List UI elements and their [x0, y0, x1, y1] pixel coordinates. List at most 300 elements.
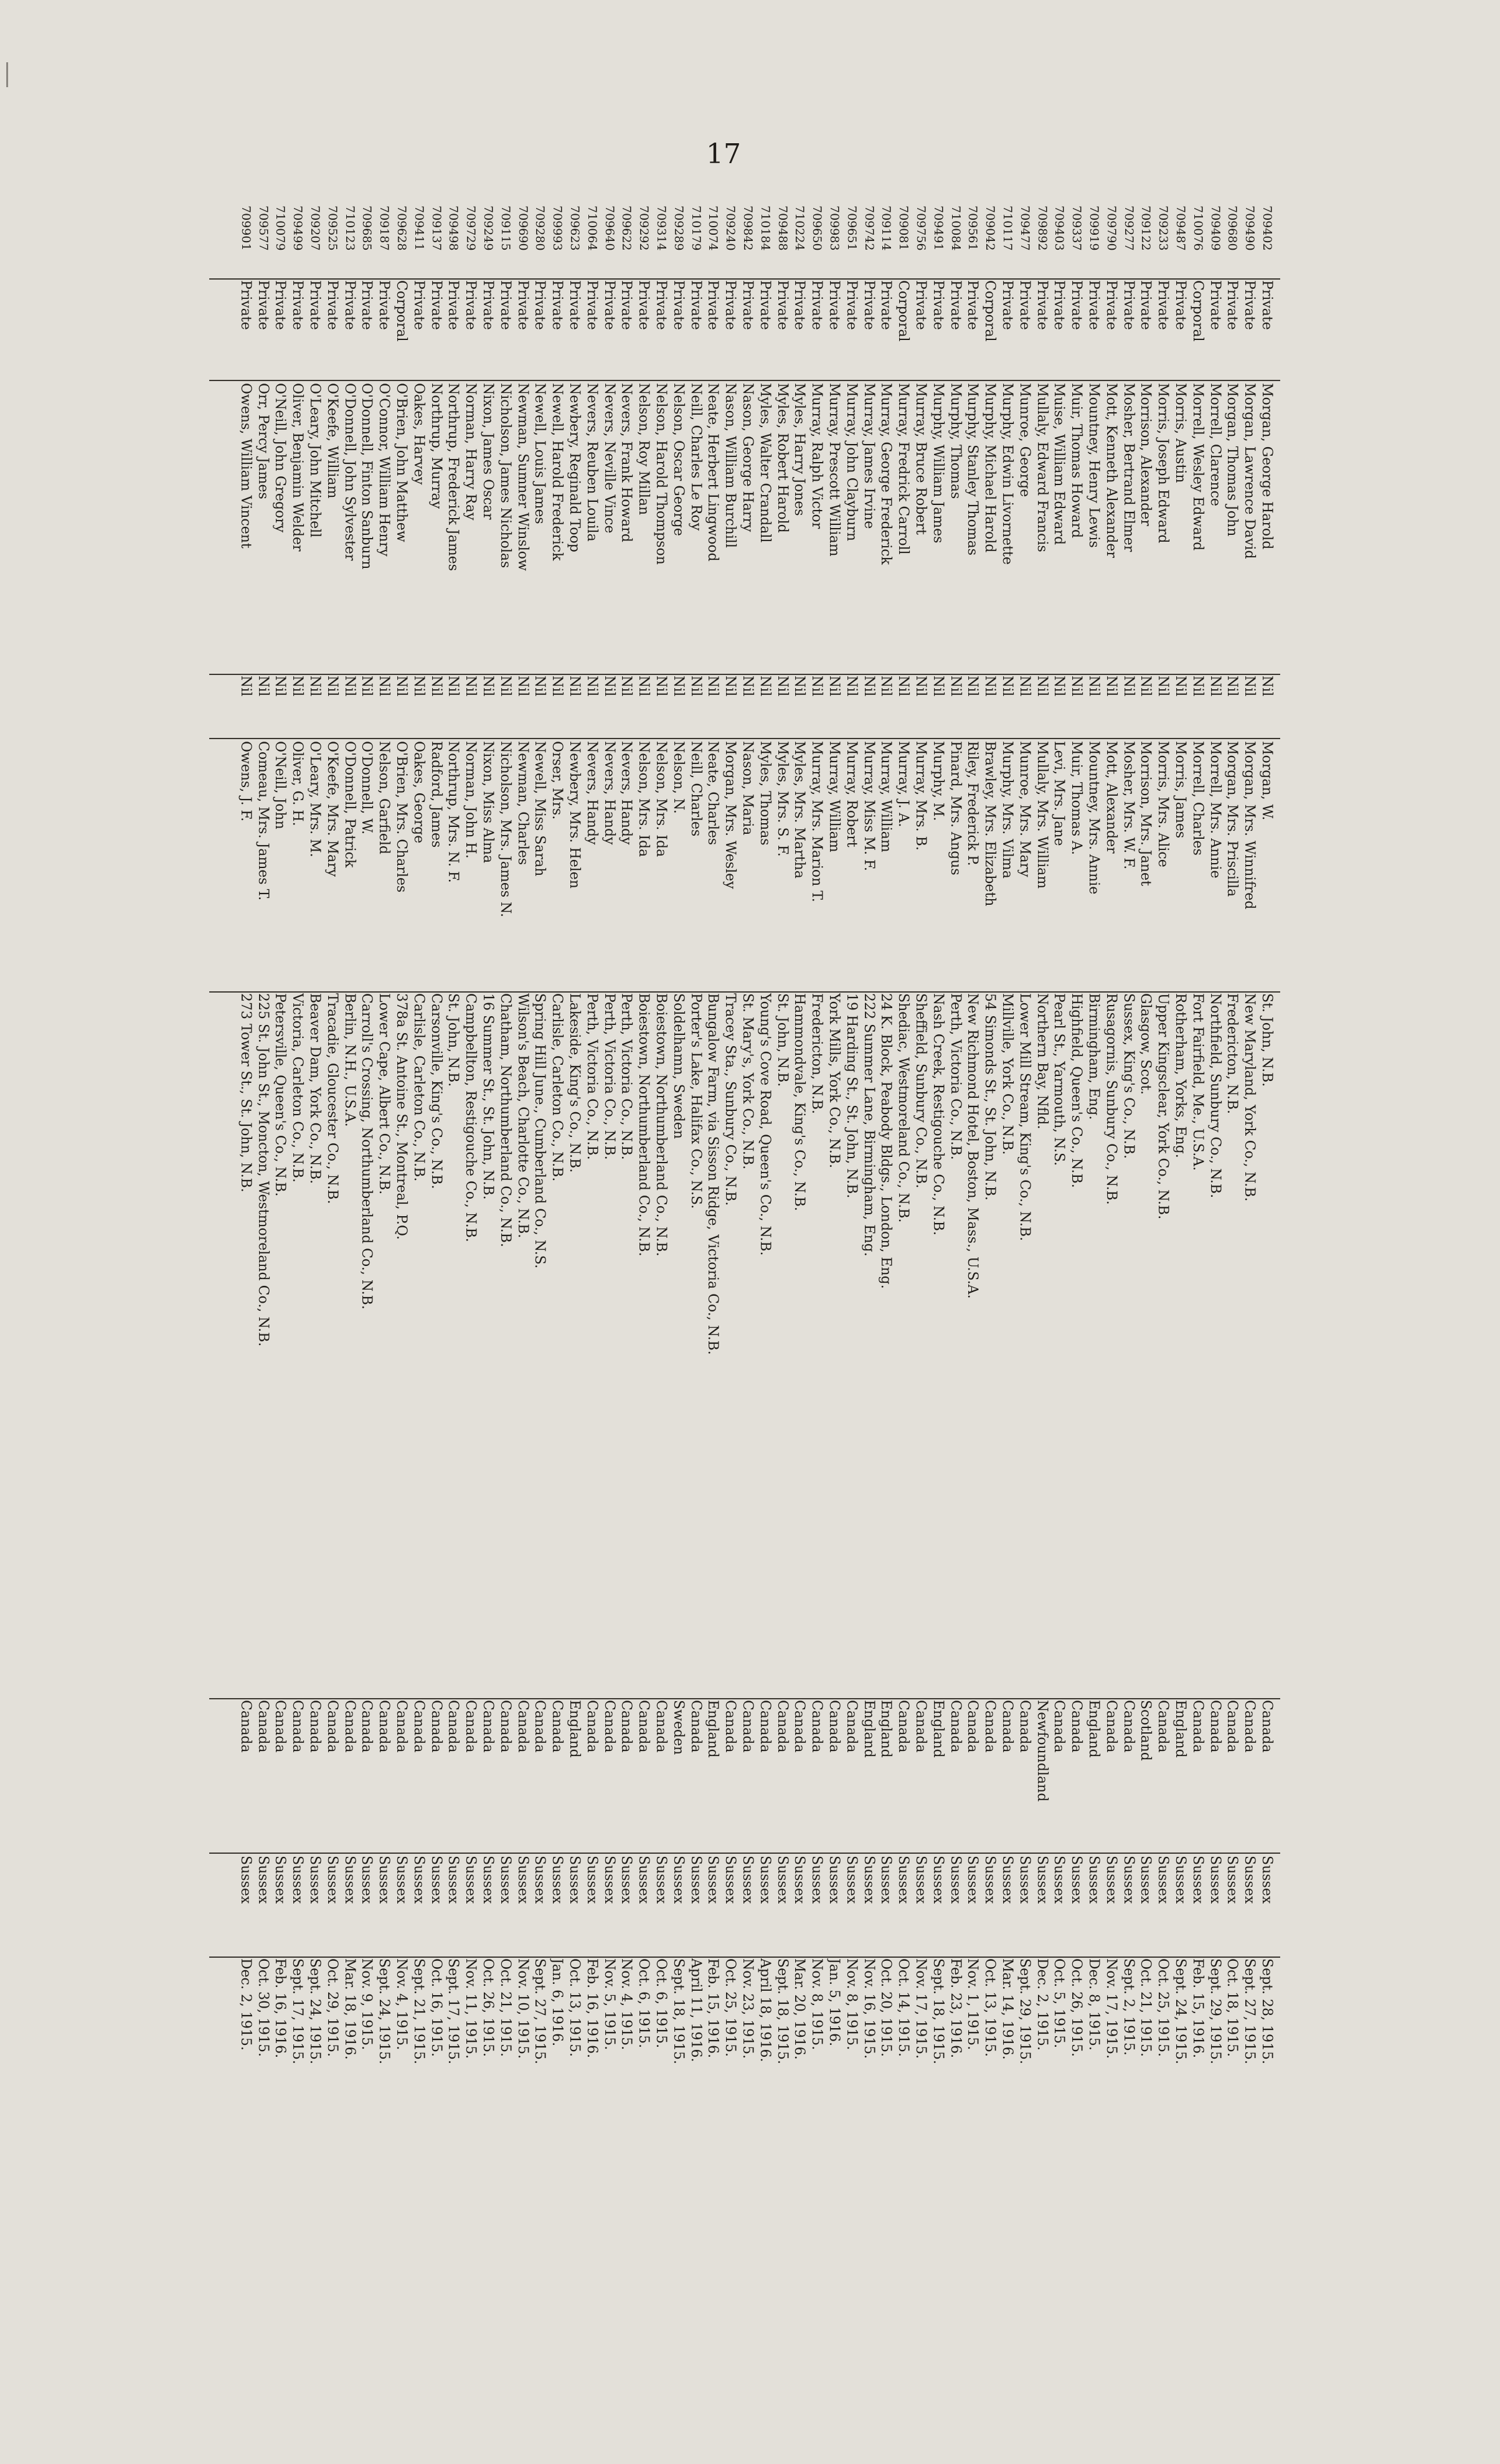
address-cell: Millville, York Co., N.B.: [999, 993, 1015, 1155]
regimental-number-cell: 709756: [914, 205, 928, 251]
rank-cell: Private: [359, 280, 375, 330]
enlistment-date-cell: Nov. 8, 1915.: [809, 1958, 825, 2051]
soldier-name-cell: Nicholson, James Nicholas: [497, 383, 513, 569]
next-of-kin-cell: Morgan, Mrs. Wesley: [722, 741, 738, 889]
enlistment-date-cell: Feb. 23, 1916.: [947, 1958, 963, 2059]
table-row: [635, 205, 652, 2323]
next-of-kin-cell: O'Brien, Mrs. Charles: [394, 741, 409, 893]
regimental-number-cell: 709680: [1225, 205, 1240, 251]
regimental-number-cell: 709280: [533, 205, 547, 251]
nil-entry-cell: Nil: [237, 676, 253, 697]
regimental-number-cell: 709277: [1121, 205, 1136, 251]
country-cell: Canada: [463, 1700, 479, 1753]
enlistment-date-cell: Sept. 24, 1915.: [376, 1958, 392, 2064]
nil-entry-cell: Nil: [307, 676, 323, 697]
regimental-number-cell: 710123: [342, 205, 357, 251]
address-cell: Sheffield, Sunbury Co., N.B.: [913, 993, 928, 1189]
nil-entry-cell: Nil: [1155, 676, 1171, 697]
soldier-name-cell: Morrison, Alexander: [1138, 383, 1154, 526]
nil-entry-cell: Nil: [774, 676, 790, 697]
soldier-name-cell: Murray, Prescott William: [826, 383, 842, 557]
rank-cell: Private: [1103, 280, 1119, 330]
table-row: [722, 205, 738, 2323]
soldier-name-cell: Myles, Walter Crandall: [757, 383, 773, 543]
soldier-name-cell: Nelson, Harold Thompson: [653, 383, 669, 565]
nil-entry-cell: Nil: [965, 676, 981, 697]
next-of-kin-cell: Murray, Miss M. F.: [861, 741, 877, 871]
next-of-kin-cell: Comeau, Mrs. James T.: [255, 741, 271, 901]
enlistment-date-cell: Nov. 9, 1915.: [359, 1958, 375, 2051]
enlistment-date-cell: Nov. 4, 1915.: [394, 1958, 409, 2051]
address-cell: Perth, Victoria Co., N.B.: [947, 993, 963, 1160]
rank-cell: Private: [567, 280, 582, 330]
rank-cell: Private: [618, 280, 634, 330]
rank-cell: Private: [722, 280, 738, 330]
table-row: [479, 205, 496, 2323]
rank-cell: Private: [930, 280, 946, 330]
next-of-kin-cell: Myles, Mrs. S. F.: [774, 741, 790, 857]
enlistment-date-cell: Oct. 16, 1915.: [428, 1958, 444, 2057]
soldier-name-cell: Owens, William Vincent: [237, 383, 253, 549]
soldier-name-cell: Morgan, Thomas John: [1224, 383, 1240, 537]
regimental-number-cell: 709842: [741, 205, 755, 251]
next-of-kin-cell: Morris, James: [1172, 741, 1188, 839]
soldier-name-cell: Murray, Ralph Victor: [809, 383, 825, 529]
rank-cell: Private: [532, 280, 548, 330]
regimental-number-cell: 709690: [516, 205, 530, 251]
soldier-name-cell: O'Neill, John Gregory: [272, 383, 288, 533]
regimental-number-cell: 709402: [1260, 205, 1274, 251]
regimental-number-cell: 709993: [550, 205, 565, 251]
table-row: [306, 205, 323, 2323]
country-cell: England: [878, 1700, 894, 1758]
next-of-kin-cell: Levi, Mrs. Jane: [1051, 741, 1067, 846]
country-cell: Canada: [826, 1700, 842, 1753]
nil-entry-cell: Nil: [861, 676, 877, 697]
soldier-name-cell: Neill, Charles Le Roy: [687, 383, 704, 531]
table-row: [808, 205, 825, 2323]
rank-cell: Corporal: [895, 280, 912, 342]
address-cell: Tracey Sta., Sunbury Co., N.B.: [722, 993, 738, 1206]
place-of-enlistment-cell: Sussex: [826, 1856, 842, 1904]
table-row: [1224, 205, 1240, 2323]
next-of-kin-cell: Morris, Mrs. Alice: [1155, 741, 1171, 867]
table-row: [826, 205, 842, 2323]
enlistment-date-cell: Oct. 30, 1915.: [255, 1958, 271, 2057]
rank-cell: Private: [324, 280, 340, 330]
place-of-enlistment-cell: Sussex: [1224, 1856, 1240, 1904]
nil-entry-cell: Nil: [376, 676, 392, 697]
enlistment-date-cell: Feb. 15, 1916.: [1189, 1958, 1205, 2059]
enlistment-date-cell: Jan. 5, 1916.: [826, 1958, 842, 2047]
enlistment-date-cell: Jan. 6, 1916.: [549, 1958, 565, 2047]
rank-cell: Private: [705, 280, 721, 330]
next-of-kin-cell: Oakes, George: [410, 741, 427, 844]
country-cell: Canada: [809, 1700, 825, 1753]
place-of-enlistment-cell: Sussex: [1242, 1856, 1258, 1904]
country-cell: Canada: [255, 1700, 271, 1753]
enlistment-date-cell: Oct. 20, 1915.: [878, 1958, 894, 2057]
address-cell: Boiestown, Northumberland Co., N.B.: [653, 993, 669, 1257]
soldier-name-cell: Nelson, Oscar George: [670, 383, 686, 536]
nil-entry-cell: Nil: [670, 676, 686, 697]
regimental-number-cell: 710084: [948, 205, 963, 251]
rank-cell: Private: [480, 280, 496, 330]
rank-cell: Private: [687, 280, 704, 330]
enlistment-date-cell: Oct. 13, 1915.: [982, 1958, 998, 2057]
soldier-name-cell: Mosher, Bertrand Elmer: [1120, 383, 1136, 552]
next-of-kin-cell: Nevers, Handy: [618, 741, 634, 845]
soldier-name-cell: Nelson, Roy Millan: [636, 383, 652, 516]
next-of-kin-cell: Mott, Alexander: [1103, 741, 1119, 854]
country-cell: Canada: [237, 1700, 253, 1753]
nil-entry-cell: Nil: [514, 676, 531, 697]
soldier-name-cell: Murray, Bruce Robert: [913, 383, 928, 535]
country-cell: Canada: [774, 1700, 790, 1753]
nil-entry-cell: Nil: [549, 676, 565, 697]
nil-entry-cell: Nil: [1016, 676, 1032, 697]
next-of-kin-cell: Morrell, Charles: [1189, 741, 1205, 856]
table-row: [1172, 205, 1189, 2323]
table-row: [1068, 205, 1085, 2323]
rank-cell: Corporal: [982, 280, 998, 342]
rank-cell: Private: [1034, 280, 1050, 330]
regimental-number-cell: 709411: [412, 205, 426, 251]
enlistment-date-cell: Oct. 18, 1915.: [1224, 1958, 1240, 2057]
enlistment-date-cell: Dec. 8, 1915.: [1086, 1958, 1101, 2051]
country-cell: England: [1172, 1700, 1188, 1758]
nil-entry-cell: Nil: [791, 676, 808, 697]
address-cell: Highfield, Queen's Co., N.B.: [1068, 993, 1085, 1188]
place-of-enlistment-cell: Sussex: [913, 1856, 928, 1904]
next-of-kin-cell: Mountney, Mrs. Annie: [1086, 741, 1101, 895]
nil-entry-cell: Nil: [480, 676, 496, 697]
next-of-kin-cell: Murray, William: [826, 741, 842, 852]
regimental-number-cell: 709289: [671, 205, 686, 251]
address-cell: York Mills, York Co., N.B.: [826, 993, 842, 1168]
rank-cell: Private: [670, 280, 686, 330]
table-row: [1050, 205, 1067, 2323]
nil-entry-cell: Nil: [1068, 676, 1085, 697]
soldier-name-cell: O'Keefe, William: [324, 383, 340, 499]
regimental-number-cell: 709491: [931, 205, 945, 251]
table-row: [861, 205, 877, 2323]
place-of-enlistment-cell: Sussex: [1189, 1856, 1205, 1904]
enlistment-date-cell: Sept. 27, 1915.: [532, 1958, 548, 2064]
address-cell: Boiestown, Northumberland Co., N.B.: [636, 993, 652, 1257]
enlistment-date-cell: Feb. 15, 1916.: [705, 1958, 721, 2059]
place-of-enlistment-cell: Sussex: [999, 1856, 1015, 1904]
table-row: [653, 205, 669, 2323]
regimental-number-cell: 709650: [810, 205, 824, 251]
regimental-number-cell: 709233: [1156, 205, 1171, 251]
next-of-kin-cell: Nelson, N.: [670, 741, 686, 814]
soldier-name-cell: Murphy, Thomas: [947, 383, 963, 499]
address-cell: New Maryland, York Co., N.B.: [1242, 993, 1258, 1202]
regimental-number-cell: 709488: [775, 205, 790, 251]
place-of-enlistment-cell: Sussex: [895, 1856, 912, 1904]
address-cell: Beaver Dam, York Co., N.B.: [307, 993, 323, 1184]
table-row: [566, 205, 583, 2323]
rank-cell: Private: [791, 280, 808, 330]
place-of-enlistment-cell: Sussex: [878, 1856, 894, 1904]
country-cell: Canada: [843, 1700, 859, 1753]
table-row: [618, 205, 634, 2323]
table-row: [981, 205, 998, 2323]
regimental-number-cell: 709561: [966, 205, 980, 251]
table-row: [895, 205, 912, 2323]
soldier-name-cell: Newell, Harold Frederick: [549, 383, 565, 561]
address-cell: Rotherham, Yorks, Eng.: [1172, 993, 1188, 1158]
regimental-number-cell: 709137: [429, 205, 443, 251]
nil-entry-cell: Nil: [394, 676, 409, 697]
place-of-enlistment-cell: Sussex: [1068, 1856, 1085, 1904]
regimental-number-cell: 709490: [1243, 205, 1257, 251]
rank-cell: Private: [463, 280, 479, 330]
address-cell: Northfield, Sunbury Co., N.B.: [1207, 993, 1223, 1199]
soldier-name-cell: Orr, Percy James: [255, 383, 271, 499]
rank-cell: Private: [757, 280, 773, 330]
nil-entry-cell: Nil: [445, 676, 461, 697]
enlistment-date-cell: Oct. 29, 1915.: [324, 1958, 340, 2057]
nil-entry-cell: Nil: [809, 676, 825, 697]
table-row: [375, 205, 392, 2323]
page-number: 17: [706, 138, 741, 170]
soldier-name-cell: Morgan, Lawrence David: [1242, 383, 1258, 559]
soldier-name-cell: Nason, George Harry: [740, 383, 755, 532]
nil-entry-cell: Nil: [913, 676, 928, 697]
country-cell: Canada: [480, 1700, 496, 1753]
rank-cell: Private: [583, 280, 600, 330]
nil-entry-cell: Nil: [1103, 676, 1119, 697]
regimental-number-cell: 709207: [308, 205, 322, 251]
country-cell: Canada: [1103, 1700, 1119, 1753]
enlistment-date-cell: Sept. 18, 1915.: [670, 1958, 686, 2064]
country-cell: Canada: [532, 1700, 548, 1753]
place-of-enlistment-cell: Sussex: [705, 1856, 721, 1904]
enlistment-date-cell: Sept. 28, 1915.: [1259, 1958, 1275, 2064]
rank-cell: Private: [774, 280, 790, 330]
address-cell: Fort Fairfield, Me., U.S.A.: [1189, 993, 1205, 1171]
rank-cell: Private: [237, 280, 253, 330]
soldier-name-cell: Morgan, George Harold: [1259, 383, 1275, 550]
table-row: [514, 205, 531, 2323]
address-cell: Lower Cape, Albert Co., N.B.: [376, 993, 392, 1195]
regimental-number-cell: 709187: [377, 205, 392, 251]
country-cell: Canada: [982, 1700, 998, 1753]
soldier-name-cell: O'Donnell, John Sylvester: [341, 383, 357, 561]
regimental-number-cell: 709623: [568, 205, 582, 251]
table-row: [428, 205, 445, 2323]
place-of-enlistment-cell: Sussex: [532, 1856, 548, 1904]
rank-cell: Private: [514, 280, 531, 330]
table-row: [1154, 205, 1171, 2323]
soldier-name-cell: Myles, Harry Jones: [791, 383, 808, 516]
nil-entry-cell: Nil: [1120, 676, 1136, 697]
soldier-name-cell: Murray, John Clayburn: [843, 383, 859, 542]
address-cell: Carsonville, King's Co., N.B.: [428, 993, 444, 1189]
address-cell: Chatham, Northumberland Co., N.B.: [497, 993, 513, 1247]
place-of-enlistment-cell: Sussex: [636, 1856, 652, 1904]
rank-cell: Private: [1224, 280, 1240, 330]
next-of-kin-cell: Muir, Thomas A.: [1068, 741, 1085, 856]
enlistment-date-cell: Nov. 4, 1915.: [618, 1958, 634, 2051]
regimental-number-cell: 709499: [291, 205, 305, 251]
place-of-enlistment-cell: Sussex: [861, 1856, 877, 1904]
place-of-enlistment-cell: Sussex: [930, 1856, 946, 1904]
country-cell: Canada: [895, 1700, 912, 1753]
nil-entry-cell: Nil: [532, 676, 548, 697]
table-row: [358, 205, 375, 2323]
country-cell: Canada: [497, 1700, 513, 1753]
enlistment-date-cell: Feb. 16, 1916.: [583, 1958, 600, 2059]
regimental-number-cell: 709477: [1017, 205, 1032, 251]
regimental-number-cell: 709640: [602, 205, 616, 251]
nil-entry-cell: Nil: [497, 676, 513, 697]
country-cell: Canada: [272, 1700, 288, 1753]
rank-cell: Private: [1242, 280, 1258, 330]
table-row: [843, 205, 860, 2323]
country-cell: Canada: [290, 1700, 306, 1753]
next-of-kin-cell: Nevers, Handy: [583, 741, 600, 845]
enlistment-date-cell: Oct. 6, 1915.: [636, 1958, 652, 2049]
soldier-name-cell: Newbery, Reginald Toop: [567, 383, 582, 552]
next-of-kin-cell: Orser, Mrs.: [549, 741, 565, 820]
country-cell: England: [861, 1700, 877, 1758]
address-cell: Hammondvale, King's Co., N.B.: [791, 993, 808, 1211]
place-of-enlistment-cell: Sussex: [324, 1856, 340, 1904]
nil-entry-cell: Nil: [999, 676, 1015, 697]
address-cell: Pearl St., Yarmouth, N.S.: [1051, 993, 1067, 1166]
country-cell: Canada: [1051, 1700, 1067, 1753]
enlistment-date-cell: Sept. 29, 1915.: [1207, 1958, 1223, 2064]
country-cell: Canada: [1120, 1700, 1136, 1753]
country-cell: Canada: [1155, 1700, 1171, 1753]
country-cell: Canada: [376, 1700, 392, 1753]
regimental-number-cell: 710079: [273, 205, 288, 251]
enlistment-date-cell: Dec. 2, 1915.: [1034, 1958, 1050, 2051]
next-of-kin-cell: Northrup, Mrs. N. F.: [445, 741, 461, 883]
nil-entry-cell: Nil: [757, 676, 773, 697]
place-of-enlistment-cell: Sussex: [601, 1856, 617, 1904]
next-of-kin-cell: Munroe, Mrs. Mary: [1016, 741, 1032, 877]
table-row: [271, 205, 288, 2323]
enlistment-date-cell: Nov. 5, 1915.: [601, 1958, 617, 2051]
regimental-number-cell: 709337: [1070, 205, 1084, 251]
address-cell: 225 St. John St., Moncton, Westmoreland Co., N.B.: [255, 993, 271, 1347]
soldier-name-cell: Murphy, Edwin Livornette: [999, 383, 1015, 565]
enlistment-date-cell: Nov. 11, 1915.: [463, 1958, 479, 2059]
address-cell: Victoria, Carleton Co., N.B.: [290, 993, 306, 1183]
enlistment-date-cell: Feb. 16, 1916.: [272, 1958, 288, 2059]
country-cell: Canada: [341, 1700, 357, 1753]
rank-cell: Private: [1155, 280, 1171, 330]
address-cell: 222 Summer Lane, Birmingham, Eng.: [861, 993, 877, 1257]
address-cell: Shediac, Westmoreland Co., N.B.: [895, 993, 912, 1223]
rank-cell: Private: [1068, 280, 1085, 330]
enlistment-date-cell: Nov. 23, 1915.: [740, 1958, 755, 2059]
address-cell: Rusagornis, Sunbury Co., N.B.: [1103, 993, 1119, 1205]
country-cell: Canada: [394, 1700, 409, 1753]
table-row: [255, 205, 271, 2323]
table-row: [1241, 205, 1258, 2323]
soldier-name-cell: Murray, James Irvine: [861, 383, 877, 529]
address-cell: Glasgow, Scot.: [1138, 993, 1154, 1095]
next-of-kin-cell: Newbery, Mrs. Helen: [567, 741, 582, 889]
place-of-enlistment-cell: Sussex: [1034, 1856, 1050, 1904]
country-cell: Canada: [687, 1700, 704, 1753]
rank-cell: Private: [497, 280, 513, 330]
nil-entry-cell: Nil: [341, 676, 357, 697]
country-cell: Canada: [1224, 1700, 1240, 1753]
enlistment-date-cell: Sept. 18, 1915.: [774, 1958, 790, 2064]
enlistment-date-cell: Oct. 6, 1915.: [653, 1958, 669, 2049]
country-cell: Canada: [1189, 1700, 1205, 1753]
enlistment-date-cell: Oct. 5, 1915.: [1051, 1958, 1067, 2049]
next-of-kin-cell: Pinard, Mrs. Angus: [947, 741, 963, 876]
nil-entry-cell: Nil: [272, 676, 288, 697]
place-of-enlistment-cell: Sussex: [947, 1856, 963, 1904]
country-cell: Canada: [791, 1700, 808, 1753]
address-cell: Spring Hill June., Cumberland Co., N.S.: [532, 993, 548, 1269]
soldier-name-cell: Northrup, Murray: [428, 383, 444, 509]
table-row: [462, 205, 479, 2323]
country-cell: Canada: [653, 1700, 669, 1753]
rank-cell: Private: [913, 280, 928, 330]
enlistment-date-cell: Sept. 29, 1915.: [1016, 1958, 1032, 2064]
enlistment-date-cell: Nov. 17, 1915.: [1103, 1958, 1119, 2059]
rank-cell: Private: [636, 280, 652, 330]
regimental-number-cell: 710184: [758, 205, 772, 251]
regimental-number-cell: 710224: [793, 205, 807, 251]
table-row: [341, 205, 358, 2323]
country-cell: Canada: [947, 1700, 963, 1753]
address-cell: Perth, Victoria Co., N.B.: [601, 993, 617, 1160]
place-of-enlistment-cell: Sussex: [480, 1856, 496, 1904]
address-cell: Campbellton, Restigouche Co., N.B.: [463, 993, 479, 1242]
regimental-number-cell: 709577: [256, 205, 270, 251]
nil-entry-cell: Nil: [410, 676, 427, 697]
address-cell: St. John, N.B.: [1259, 993, 1275, 1087]
nil-entry-cell: Nil: [1034, 676, 1050, 697]
soldier-name-cell: Munroe, George: [1016, 383, 1032, 498]
enlistment-date-cell: Oct. 25, 1915.: [722, 1958, 738, 2057]
next-of-kin-cell: Nelson, Mrs. Ida: [636, 741, 652, 857]
place-of-enlistment-cell: Sussex: [583, 1856, 600, 1904]
nil-entry-cell: Nil: [687, 676, 704, 697]
place-of-enlistment-cell: Sussex: [843, 1856, 859, 1904]
rank-cell: Private: [290, 280, 306, 330]
regimental-number-cell: 709314: [654, 205, 668, 251]
table-row: [1120, 205, 1137, 2323]
soldier-name-cell: Murray, Fredrick Carroll: [895, 383, 912, 555]
nil-entry-cell: Nil: [895, 676, 912, 697]
soldier-name-cell: Nevers, Frank Howard: [618, 383, 634, 542]
place-of-enlistment-cell: Sussex: [965, 1856, 981, 1904]
country-cell: England: [705, 1700, 721, 1758]
table-row: [1034, 205, 1050, 2323]
country-cell: Canada: [583, 1700, 600, 1753]
nil-entry-cell: Nil: [618, 676, 634, 697]
place-of-enlistment-cell: Sussex: [445, 1856, 461, 1904]
address-cell: Wilson's Beach, Charlotte Co., N.B.: [514, 993, 531, 1239]
address-cell: Carlisle, Carleton Co., N.B.: [410, 993, 427, 1182]
address-cell: St. John, N.B.: [774, 993, 790, 1087]
next-of-kin-cell: Murray, Robert: [843, 741, 859, 847]
next-of-kin-cell: Riley, Frederick P.: [965, 741, 981, 866]
place-of-enlistment-cell: Sussex: [1051, 1856, 1067, 1904]
place-of-enlistment-cell: Sussex: [791, 1856, 808, 1904]
